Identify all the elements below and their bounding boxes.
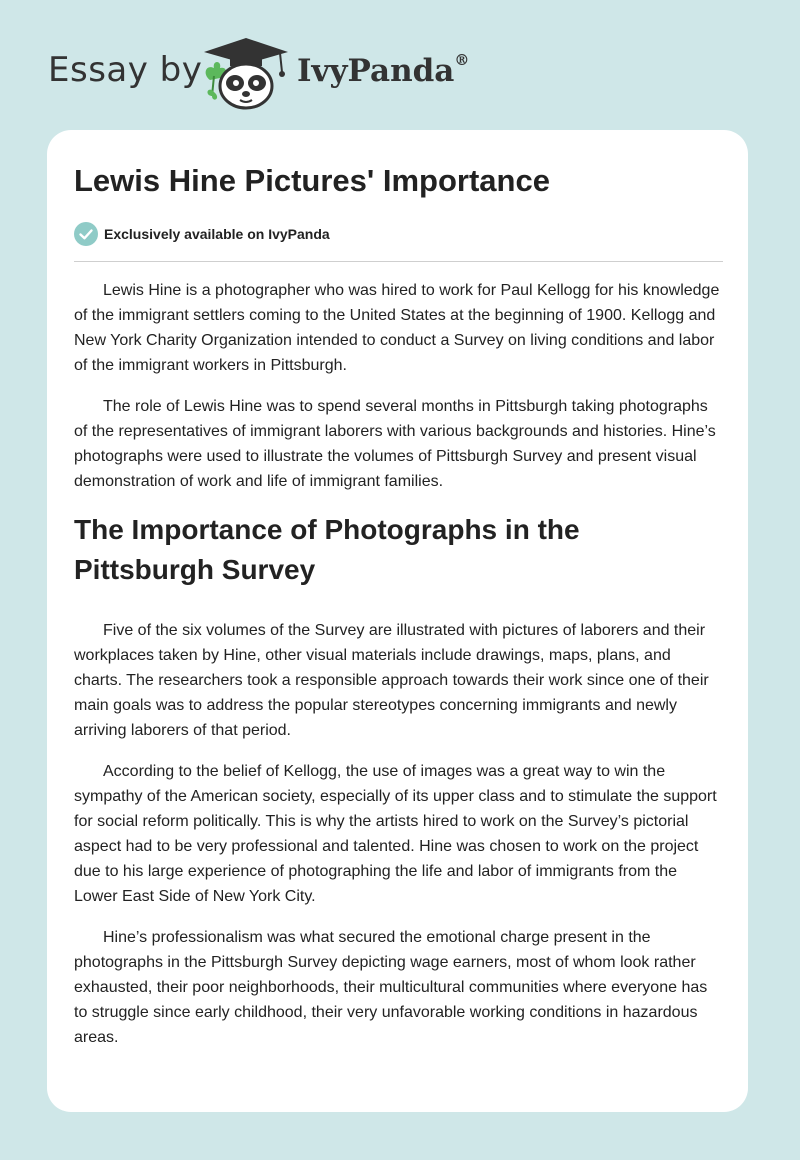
- brand-name[interactable]: IvyPanda®: [297, 51, 470, 89]
- title-divider: [74, 261, 723, 262]
- paragraph: Five of the six volumes of the Survey are illustrated with pictures of laborers and their workplaces taken by Hine, other visual materials include drawings, maps, plans, and charts. The researchers took a responsible approach towards their work since one of their main goals was to address the popular stereotypes concerning immigrants and newly arriving laborers of that period.: [74, 622, 709, 739]
- brand-prefix: Essay by: [48, 50, 203, 90]
- essay-body: [74, 278, 723, 1066]
- section-heading: The Importance of Photographs in the Pittsburgh Survey: [74, 514, 580, 585]
- paragraph: According to the belief of Kellogg, the use of images was a great way to win the sympathy of the American society, especially of its upper class and to stimulate the support for social reform politically. This is why the artists hired to work on the Survey’s pictorial aspect had to be very professional and talented. Hine was chosen to work on the project due to his large experience of photographing the life and labor of immigrants from the Lower East Side of New York City.: [74, 763, 717, 905]
- exclusive-badge: [74, 222, 330, 246]
- paragraph: Lewis Hine is a photographer who was hired to work for Paul Kellogg for his knowledge of the immigrant settlers coming to the United States at the beginning of 1900. Kellogg and New York Charity Organization intended to conduct a Survey on living conditions and labor of the immigrant workers in Pittsburgh.: [74, 282, 720, 374]
- page-title: Lewis Hine Pictures' Importance: [74, 163, 550, 198]
- paragraph: Hine’s professionalism was what secured the emotional charge present in the photographs in the Pittsburgh Survey depicting wage earners, most of whom look rather exhausted, their poor neighborhoods, their multicultural communities where everyone has to struggle since early childhood, their very unfavorable working conditions in hazardous areas.: [74, 929, 708, 1046]
- check-circle-icon: [74, 222, 98, 246]
- panda-graduate-icon[interactable]: [200, 36, 292, 110]
- registered-mark: ®: [454, 51, 470, 69]
- exclusive-badge-label: Exclusively available on IvyPanda: [104, 226, 330, 242]
- paragraph: The role of Lewis Hine was to spend several months in Pittsburgh taking photographs of the representatives of immigrant laborers with various backgrounds and histories. Hine’s photographs were used to illustrate the volumes of Pittsburgh Survey and present visual demonstration of work and life of immigrant families.: [74, 398, 716, 490]
- essay-card: [47, 130, 748, 1112]
- site-header: [0, 0, 800, 130]
